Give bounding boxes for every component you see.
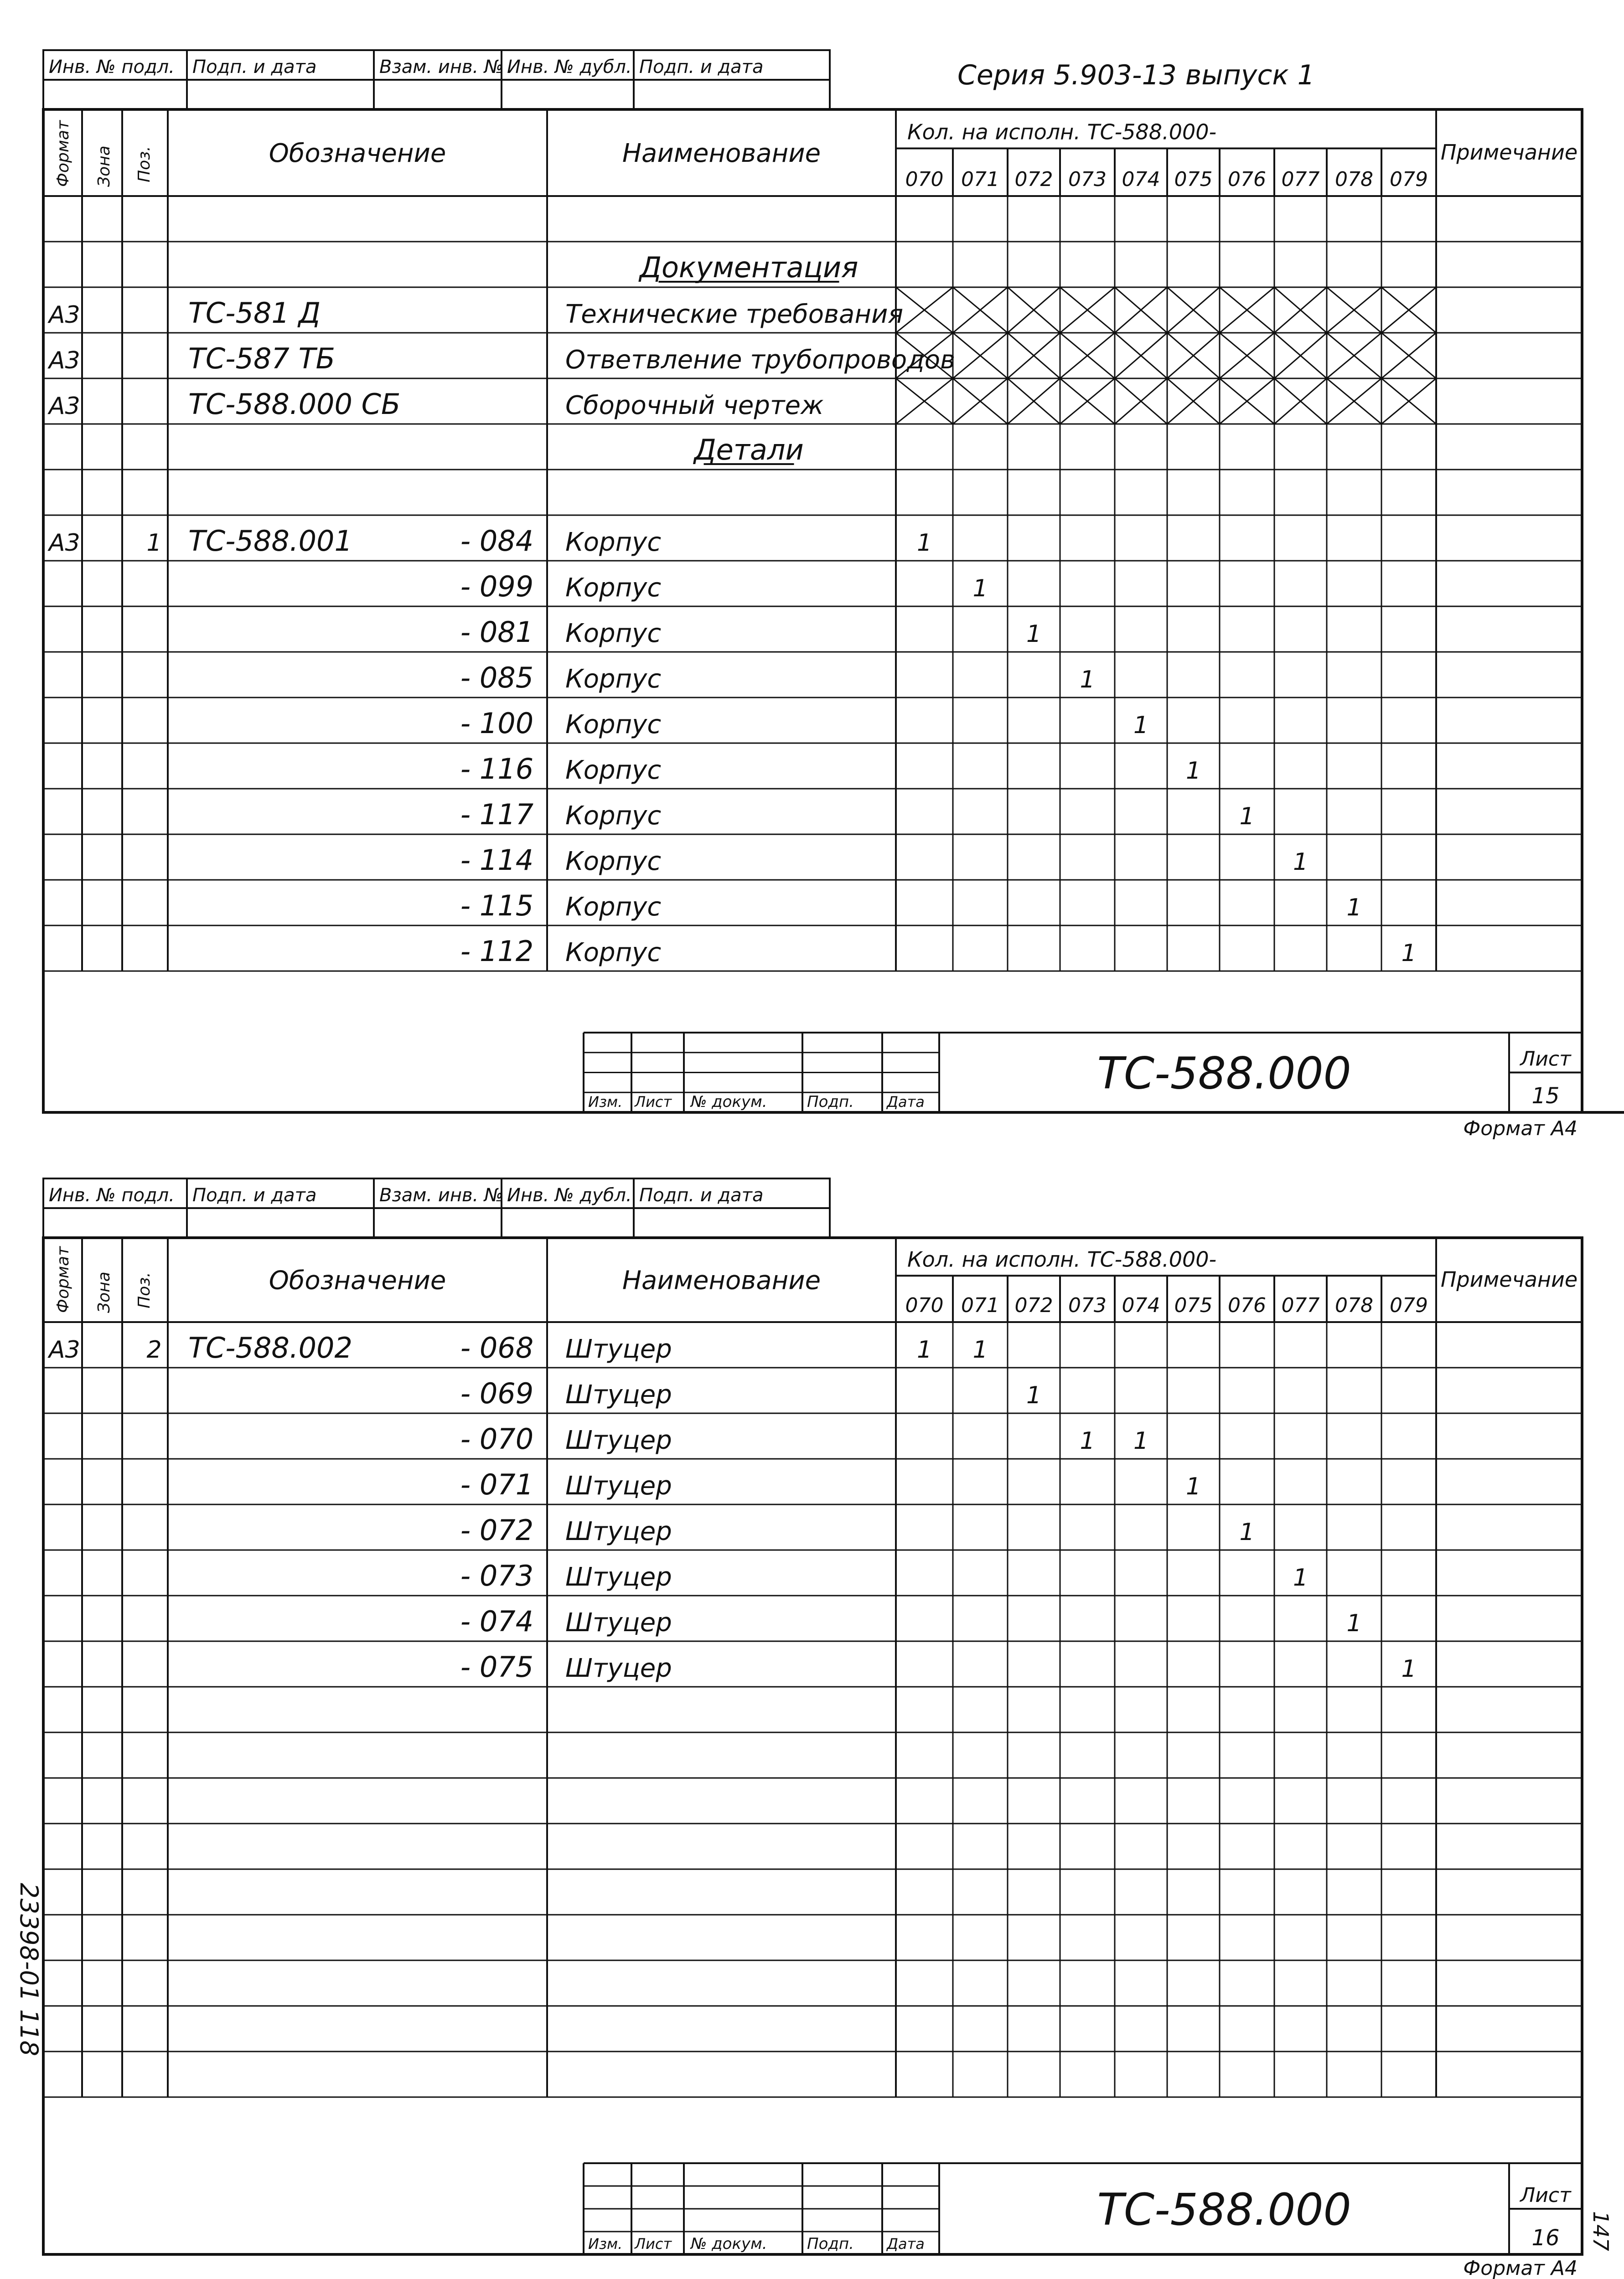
qty-value: 1 bbox=[1026, 1382, 1042, 1409]
qty-value: 1 bbox=[916, 529, 932, 557]
qty-value: 1 bbox=[1293, 1564, 1309, 1592]
qty-value: 1 bbox=[1133, 1427, 1149, 1455]
row-suffix: - 117 bbox=[460, 798, 534, 831]
row-format: А3 bbox=[49, 529, 80, 557]
row-suffix: - 081 bbox=[460, 615, 534, 649]
variant-header: 073 bbox=[1068, 1294, 1107, 1317]
sheet-2 bbox=[15, 1178, 1613, 2279]
row-suffix: - 100 bbox=[460, 707, 534, 740]
qty-value: 1 bbox=[916, 1336, 932, 1364]
stamp-data: Дата bbox=[887, 1093, 925, 1111]
variant-header: 074 bbox=[1122, 168, 1160, 191]
stamp-list: Лист bbox=[635, 2235, 672, 2253]
row-suffix: - 074 bbox=[460, 1605, 534, 1638]
stamp-podp: Подп. bbox=[807, 1093, 854, 1111]
row-suffix: - 073 bbox=[460, 1559, 534, 1592]
row-format: А3 bbox=[49, 347, 80, 374]
qty-value: 1 bbox=[972, 1336, 988, 1364]
row-oboznachenie: ТС-588.001 bbox=[188, 524, 352, 558]
col-kol-label: Кол. на исполн. ТС-588.000- bbox=[907, 119, 1217, 145]
podp-data2-label: Подп. и дата bbox=[639, 57, 764, 78]
format-label: Формат А4 bbox=[1463, 1117, 1577, 1140]
side-inventory-number: 23398-01 118 bbox=[15, 1883, 43, 2057]
row-suffix: - 085 bbox=[460, 661, 534, 694]
row-name: Технические требования bbox=[565, 300, 904, 329]
row-oboznachenie: ТС-587 ТБ bbox=[188, 342, 335, 375]
variant-header: 078 bbox=[1335, 1294, 1373, 1317]
variant-header: 079 bbox=[1390, 168, 1428, 191]
row-name: Корпус bbox=[565, 847, 662, 876]
row-name: Корпус bbox=[565, 801, 662, 831]
qty-value: 1 bbox=[1185, 1473, 1201, 1500]
inv-dubl-label: Инв. № дубл. bbox=[507, 1185, 632, 1206]
podp-data2-label: Подп. и дата bbox=[639, 1185, 764, 1206]
frame-rect bbox=[43, 1238, 1582, 2254]
section-heading: Детали bbox=[694, 433, 804, 466]
row-name: Корпус bbox=[565, 619, 662, 648]
variant-header: 075 bbox=[1174, 168, 1213, 191]
document-code: ТС-588.000 bbox=[1097, 1048, 1351, 1099]
stamp-doc: № докум. bbox=[691, 2235, 767, 2253]
row-name: Штуцер bbox=[565, 1334, 672, 1364]
col-primechanie-label: Примечание bbox=[1440, 140, 1578, 165]
row-oboznachenie: ТС-581 Д bbox=[188, 296, 321, 330]
col-zona-label: Зона bbox=[95, 145, 114, 187]
col-naimenovanie-label: Наименование bbox=[622, 139, 821, 168]
row-poz: 1 bbox=[146, 529, 162, 557]
variant-header: 076 bbox=[1228, 168, 1266, 191]
row-name: Сборочный чертеж bbox=[565, 391, 824, 420]
qty-value: 1 bbox=[1401, 940, 1417, 967]
row-name: Корпус bbox=[565, 664, 662, 694]
variant-header: 070 bbox=[905, 1294, 944, 1317]
variant-header: 073 bbox=[1068, 168, 1107, 191]
sheet-label: Лист bbox=[1520, 2184, 1571, 2207]
row-suffix: - 115 bbox=[460, 889, 534, 922]
row-suffix: - 068 bbox=[460, 1331, 534, 1364]
stamp-izm: Изм. bbox=[588, 2235, 623, 2253]
series-title: Серия 5.903-13 выпуск 1 bbox=[957, 59, 1315, 91]
row-name: Штуцер bbox=[565, 1654, 672, 1683]
variant-header: 072 bbox=[1014, 168, 1053, 191]
row-name: Штуцер bbox=[565, 1517, 672, 1546]
row-suffix: - 072 bbox=[460, 1514, 534, 1547]
variant-header: 071 bbox=[961, 168, 999, 191]
qty-value: 1 bbox=[1185, 757, 1201, 785]
row-poz: 2 bbox=[146, 1336, 162, 1364]
qty-value: 1 bbox=[1293, 848, 1309, 876]
row-oboznachenie: ТС-588.000 СБ bbox=[188, 388, 401, 421]
col-zona-label: Зона bbox=[95, 1271, 114, 1313]
corner-page-number: 147 bbox=[1588, 2211, 1613, 2251]
qty-value: 1 bbox=[1239, 1519, 1255, 1546]
row-name: Корпус bbox=[565, 573, 662, 603]
row-name: Ответвление трубопроводов bbox=[565, 345, 956, 375]
inv-podl-label: Инв. № подл. bbox=[49, 57, 175, 78]
col-poz-label: Поз. bbox=[135, 146, 154, 182]
vzam-inv-label: Взам. инв. № bbox=[379, 1185, 503, 1206]
row-suffix: - 114 bbox=[460, 843, 534, 877]
stamp-data: Дата bbox=[887, 2235, 925, 2253]
variant-header: 071 bbox=[961, 1294, 999, 1317]
sheet-number: 15 bbox=[1531, 1083, 1560, 1109]
row-name: Штуцер bbox=[565, 1608, 672, 1638]
row-name: Корпус bbox=[565, 710, 662, 739]
sheet-number: 16 bbox=[1531, 2225, 1560, 2251]
row-suffix: - 099 bbox=[460, 570, 534, 603]
col-primechanie-label: Примечание bbox=[1440, 1267, 1578, 1292]
podp-data-label: Подп. и дата bbox=[192, 57, 317, 78]
row-suffix: - 071 bbox=[460, 1468, 534, 1501]
row-suffix: - 084 bbox=[460, 524, 534, 558]
row-name: Корпус bbox=[565, 527, 662, 557]
stamp-podp: Подп. bbox=[807, 2235, 854, 2253]
variant-header: 079 bbox=[1390, 1294, 1428, 1317]
row-suffix: - 116 bbox=[460, 752, 534, 786]
col-format-label: Формат bbox=[54, 120, 72, 187]
qty-value: 1 bbox=[1346, 894, 1362, 921]
row-name: Штуцер bbox=[565, 1426, 672, 1455]
variant-header: 070 bbox=[905, 168, 944, 191]
col-oboznachenie-label: Обозначение bbox=[269, 1266, 446, 1296]
variant-header: 077 bbox=[1281, 1294, 1320, 1317]
row-suffix: - 069 bbox=[460, 1377, 534, 1410]
row-suffix: - 112 bbox=[460, 935, 534, 968]
qty-value: 1 bbox=[1080, 1427, 1095, 1455]
inv-dubl-label: Инв. № дубл. bbox=[507, 57, 632, 78]
format-label: Формат А4 bbox=[1463, 2257, 1577, 2279]
vzam-inv-label: Взам. инв. № bbox=[379, 57, 503, 78]
row-name: Корпус bbox=[565, 938, 662, 967]
qty-value: 1 bbox=[1401, 1655, 1417, 1683]
variant-header: 072 bbox=[1014, 1294, 1053, 1317]
variant-header: 078 bbox=[1335, 168, 1373, 191]
row-format: А3 bbox=[49, 1336, 80, 1364]
variant-header: 074 bbox=[1122, 1294, 1160, 1317]
variant-header: 077 bbox=[1281, 168, 1320, 191]
section-heading: Документация bbox=[639, 251, 859, 284]
qty-value: 1 bbox=[1346, 1610, 1362, 1637]
col-kol-label: Кол. на исполн. ТС-588.000- bbox=[907, 1247, 1217, 1272]
row-name: Корпус bbox=[565, 892, 662, 922]
podp-data-label: Подп. и дата bbox=[192, 1185, 317, 1206]
qty-value: 1 bbox=[1239, 803, 1255, 830]
col-format-label: Формат bbox=[54, 1246, 72, 1313]
document-code: ТС-588.000 bbox=[1097, 2184, 1351, 2235]
variant-header: 076 bbox=[1228, 1294, 1266, 1317]
row-format: А3 bbox=[49, 393, 80, 420]
sheet-label: Лист bbox=[1520, 1047, 1571, 1071]
row-format: А3 bbox=[49, 301, 80, 329]
col-naimenovanie-label: Наименование bbox=[622, 1266, 821, 1296]
row-name: Штуцер bbox=[565, 1380, 672, 1410]
row-suffix: - 075 bbox=[460, 1650, 534, 1684]
row-suffix: - 070 bbox=[460, 1422, 534, 1456]
qty-value: 1 bbox=[1133, 712, 1149, 739]
stamp-izm: Изм. bbox=[588, 1093, 623, 1111]
stamp-doc: № докум. bbox=[691, 1093, 767, 1111]
col-oboznachenie-label: Обозначение bbox=[269, 139, 446, 168]
col-poz-label: Поз. bbox=[135, 1272, 154, 1308]
stamp-list: Лист bbox=[635, 1093, 672, 1111]
row-name: Штуцер bbox=[565, 1562, 672, 1592]
row-oboznachenie: ТС-588.002 bbox=[188, 1331, 352, 1364]
qty-value: 1 bbox=[1026, 620, 1042, 648]
variant-header: 075 bbox=[1174, 1294, 1213, 1317]
qty-value: 1 bbox=[972, 575, 988, 602]
row-name: Штуцер bbox=[565, 1471, 672, 1501]
qty-value: 1 bbox=[1080, 666, 1095, 693]
sheet-1 bbox=[43, 50, 1624, 1140]
inv-podl-label: Инв. № подл. bbox=[49, 1185, 175, 1206]
row-name: Корпус bbox=[565, 755, 662, 785]
